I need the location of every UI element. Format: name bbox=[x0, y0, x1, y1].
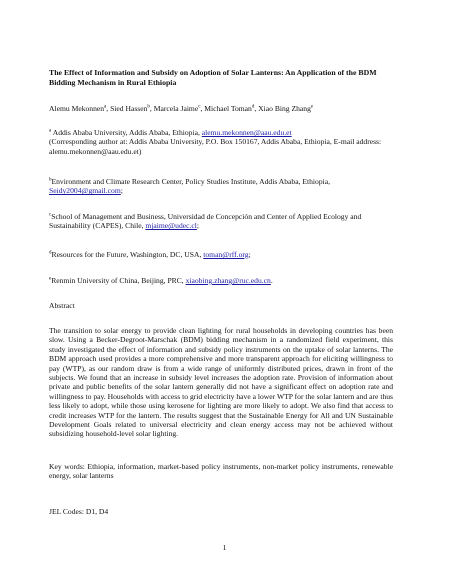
affiliation-text: Addis Ababa University, Addis Ababa, Ethiopia, bbox=[51, 128, 202, 137]
affiliation-b bbox=[49, 177, 393, 196]
email-link[interactable]: Seidy2004@gmail.com bbox=[49, 186, 121, 196]
affiliation-sup: d bbox=[49, 250, 52, 256]
punctuation: ; bbox=[248, 250, 251, 259]
author-name: Xiao Bing Zhang bbox=[258, 104, 311, 113]
punctuation: . bbox=[270, 276, 273, 285]
paper-title: The Effect of Information and Subsidy on Adoption of Solar Lanterns: An Application of the BDM Bidding Mechanism in Rural Ethiopia bbox=[49, 68, 377, 87]
author-name: Marcela Jaime bbox=[153, 104, 199, 113]
affiliation-sup: a bbox=[49, 128, 52, 134]
jel-codes: JEL Codes: D1, D4 bbox=[49, 507, 109, 516]
author-name: Sied Hassen bbox=[110, 104, 148, 113]
author-sup: c bbox=[198, 104, 201, 110]
affiliation-text: Environment and Climate Research Center, Policy Studies Institute, Addis Ababa, Ethiopia, bbox=[51, 177, 331, 186]
affiliation-text: Resources for the Future, Washington, DC, USA, bbox=[51, 250, 204, 259]
author-name: Alemu Mekonnen bbox=[49, 104, 105, 113]
author-name: Michael Toman bbox=[204, 104, 252, 113]
corresponding-author-note: (Corresponding author at: Addis Ababa University, P.O. Box 150167, Addis Ababa, Ethiopia, E-mail address: alemu.mekonnen@aau.edu.et) bbox=[49, 137, 382, 156]
punctuation: ; bbox=[120, 186, 123, 196]
affiliation-sup: e bbox=[49, 276, 52, 282]
keywords: Key words: Ethiopia, information, market-based policy instruments, non-market policy instruments, renewable energy, solar lanterns bbox=[49, 462, 393, 481]
email-link[interactable]: mjaime@udec.cl bbox=[145, 221, 197, 231]
punctuation: ; bbox=[196, 221, 200, 231]
email-link[interactable]: xiaobing.zhang@ruc.edu.cn bbox=[185, 276, 271, 285]
author-sup: b bbox=[147, 104, 150, 110]
author-sup: e bbox=[310, 104, 314, 110]
author-list: Alemu Mekonnen$^a$, Sied Hassen$^b$, Marcela Jaime$^c$, Michael Toman$^d$, Xiao Bing Zhang$^e$ bbox=[49, 104, 314, 113]
affiliation-d bbox=[49, 250, 393, 259]
affiliation-sup: b bbox=[49, 177, 52, 183]
author-sup: d bbox=[251, 104, 255, 110]
abstract-body: The transition to solar energy to provide clean lighting for rural households in developing countries has been slow. Using a Becker-Degroot-Marschak (BDM) bidding mechanism in a randomized field experiment, this study investigated the effect of information and subsidy policy instruments on the uptake of solar lanterns. The BDM approach used provides a more comprehensive and more transparent approach for eliciting willingness to pay (WTP), as our random draw is from a wide range of uniformly distributed prices, drawn in front of the subjects. We found that an increase in subsidy level increases the adoption rate. Provision of information about private and public benefits of the solar lantern generally did not have a significant effect on adoption rate and willingness to pay. Households with access to grid electricity have a lower WTP for the solar lantern and are thus less likely to adopt, while those using kerosene for lighting are more likely to adopt. We also find that access to credit increases WTP for the lantern. The results suggest that the Sustainable Energy for All and UN Sustainable Development Goals related to universal electricity and clean energy access may not be achieved without subsidizing household-level solar lighting. bbox=[49, 326, 393, 439]
affiliation-text: Renmin University of China, Beijing, PRC, bbox=[51, 276, 186, 285]
page-number: 1 bbox=[222, 543, 227, 552]
affiliation-text: School of Management and Business, Universidad de Concepción and Center of Applied Ecology and Sustainability (CAPES), Chile, bbox=[49, 212, 362, 231]
abstract-heading: Abstract bbox=[49, 301, 75, 310]
author-sup: a bbox=[104, 104, 107, 110]
affiliation-a bbox=[49, 128, 393, 156]
affiliation-c bbox=[49, 212, 393, 231]
affiliation-sup: c bbox=[49, 212, 52, 218]
email-link[interactable]: toman@rff.org bbox=[203, 250, 249, 259]
affiliation-e bbox=[49, 276, 393, 285]
email-link[interactable]: alemu.mekonnen@aau.edu.et bbox=[201, 128, 292, 137]
